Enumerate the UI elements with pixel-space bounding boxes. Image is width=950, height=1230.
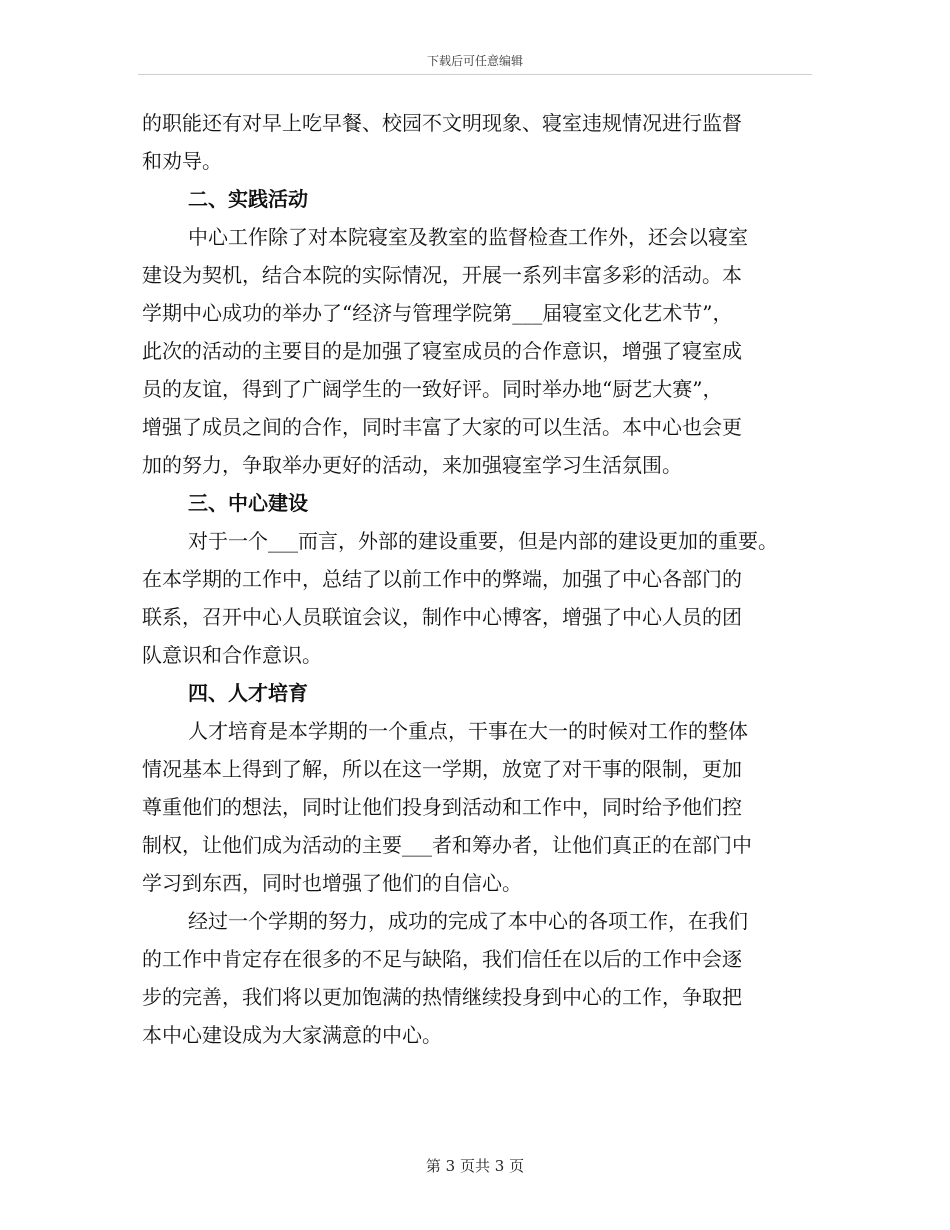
section-heading-construction: 三、中心建设 xyxy=(188,491,308,515)
paragraph-first-line: 中心工作除了对本院寝室及教室的监督检查工作外，还会以寝室 xyxy=(188,225,748,249)
header-divider xyxy=(138,74,812,75)
body-line: 加的努力，争取举办更好的活动，来加强寝室学习生活氛围。 xyxy=(142,453,682,477)
body-line: 队意识和合作意识。 xyxy=(142,643,322,667)
body-line: 增强了成员之间的合作，同时丰富了大家的可以生活。本中心也会更 xyxy=(142,415,742,439)
body-line: 和劝导。 xyxy=(142,149,222,173)
body-line: 情况基本上得到了解，所以在这一学期，放宽了对干事的限制，更加 xyxy=(142,757,742,781)
section-heading-talent: 四、人才培育 xyxy=(188,681,308,705)
body-line: 此次的活动的主要目的是加强了寝室成员的合作意识，增强了寝室成 xyxy=(142,339,742,363)
body-line: 尊重他们的想法，同时让他们投身到活动和工作中，同时给予他们控 xyxy=(142,795,742,819)
body-line: 联系，召开中心人员联谊会议，制作中心博客，增强了中心人员的团 xyxy=(142,605,742,629)
page-number-footer: 第 3 页共 3 页 xyxy=(425,1157,525,1175)
paragraph-first-line: 经过一个学期的努力，成功的完成了本中心的各项工作，在我们 xyxy=(188,909,748,933)
body-line: 的工作中肯定存在很多的不足与缺陷，我们信任在以后的工作中会逐 xyxy=(142,947,742,971)
body-line: 学习到东西，同时也增强了他们的自信心。 xyxy=(142,871,522,895)
paragraph-first-line: 人才培育是本学期的一个重点，干事在大一的时候对工作的整体 xyxy=(188,719,748,743)
body-line: 步的完善，我们将以更加饱满的热情继续投身到中心的工作，争取把 xyxy=(142,985,742,1009)
body-line: 在本学期的工作中，总结了以前工作中的弊端，加强了中心各部门的 xyxy=(142,567,742,591)
body-line: 本中心建设成为大家满意的中心。 xyxy=(142,1023,442,1047)
body-line: 学期中心成功的举办了“经济与管理学院第___届寝室文化艺术节”， xyxy=(142,301,733,325)
document-body xyxy=(142,104,814,1054)
paragraph-first-line: 对于一个___而言，外部的建设重要，但是内部的建设更加的重要。 xyxy=(188,529,778,553)
body-line: 的职能还有对早上吃早餐、校园不文明现象、寝室违规情况进行监督 xyxy=(142,111,742,135)
body-line: 建设为契机，结合本院的实际情况，开展一系列丰富多彩的活动。本 xyxy=(142,263,742,287)
body-line: 员的友谊，得到了广阔学生的一致好评。同时举办地“厨艺大赛”， xyxy=(142,377,723,401)
body-line: 制权，让他们成为活动的主要___者和筹办者，让他们真正的在部门中 xyxy=(142,833,752,857)
page-header: 下载后可任意编辑 xyxy=(426,54,523,68)
section-heading-practice: 二、实践活动 xyxy=(188,187,308,211)
